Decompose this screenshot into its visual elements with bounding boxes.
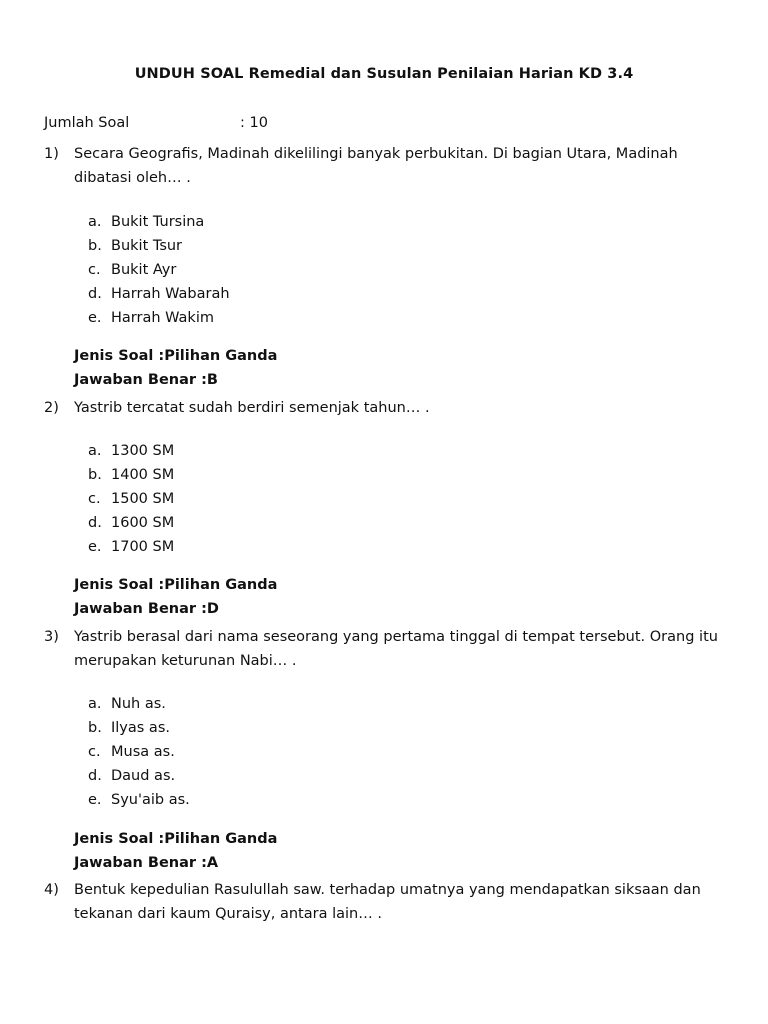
option-text: Harrah Wakim: [111, 310, 214, 326]
option-letter: b.: [88, 467, 102, 483]
option-text: Daud as.: [111, 768, 176, 784]
option-text: Bukit Ayr: [111, 262, 177, 278]
document-title: UNDUH SOAL Remedial dan Susulan Penilaian Harian KD 3.4: [134, 66, 634, 82]
option-text: Syu'aib as.: [111, 792, 190, 808]
question-text: Secara Geografis, Madinah dikelilingi banyak perbukitan. Di bagian Utara, Madinah dibatasi oleh… .: [74, 146, 678, 186]
question-number: 2): [44, 400, 59, 416]
option-letter: b.: [88, 238, 102, 254]
question-count-label: Jumlah Soal: [44, 115, 130, 131]
option-text: Bukit Tursina: [111, 214, 205, 230]
correct-answer: Jawaban Benar :D: [74, 601, 219, 617]
option-text: 1400 SM: [111, 467, 175, 483]
correct-answer: Jawaban Benar :A: [74, 855, 219, 871]
option-letter: d.: [88, 286, 102, 302]
option-text: Musa as.: [111, 744, 175, 760]
question-type: Jenis Soal :Pilihan Ganda: [74, 348, 278, 364]
question-text: Bentuk kepedulian Rasulullah saw. terhadap umatnya yang mendapatkan siksaan dan tekanan dari kaum Quraisy, antara lain… .: [74, 882, 701, 922]
question-text: Yastrib berasal dari nama seseorang yang pertama tinggal di tempat tersebut. Orang itu merupakan keturunan Nabi… .: [74, 629, 718, 669]
option-letter: e.: [88, 792, 102, 808]
option-letter: c.: [88, 744, 101, 760]
option-text: Harrah Wabarah: [111, 286, 230, 302]
option-letter: e.: [88, 539, 102, 555]
option-text: 1700 SM: [111, 539, 175, 555]
option-text: 1300 SM: [111, 443, 175, 459]
question-number: 3): [44, 629, 59, 645]
option-letter: a.: [88, 443, 102, 459]
option-text: 1500 SM: [111, 491, 175, 507]
question-number: 1): [44, 146, 59, 162]
question-type: Jenis Soal :Pilihan Ganda: [74, 577, 278, 593]
option-letter: e.: [88, 310, 102, 326]
question-number: 4): [44, 882, 59, 898]
option-letter: c.: [88, 262, 101, 278]
option-text: Bukit Tsur: [111, 238, 183, 254]
option-letter: a.: [88, 696, 102, 712]
question-count-value: : 10: [240, 115, 268, 131]
option-letter: d.: [88, 515, 102, 531]
question-text: Yastrib tercatat sudah berdiri semenjak tahun… .: [74, 400, 430, 416]
option-text: Nuh as.: [111, 696, 166, 712]
option-text: Ilyas as.: [111, 720, 170, 736]
option-letter: b.: [88, 720, 102, 736]
question-type: Jenis Soal :Pilihan Ganda: [74, 831, 278, 847]
correct-answer: Jawaban Benar :B: [74, 372, 218, 388]
option-letter: d.: [88, 768, 102, 784]
option-text: 1600 SM: [111, 515, 175, 531]
option-letter: c.: [88, 491, 101, 507]
option-letter: a.: [88, 214, 102, 230]
